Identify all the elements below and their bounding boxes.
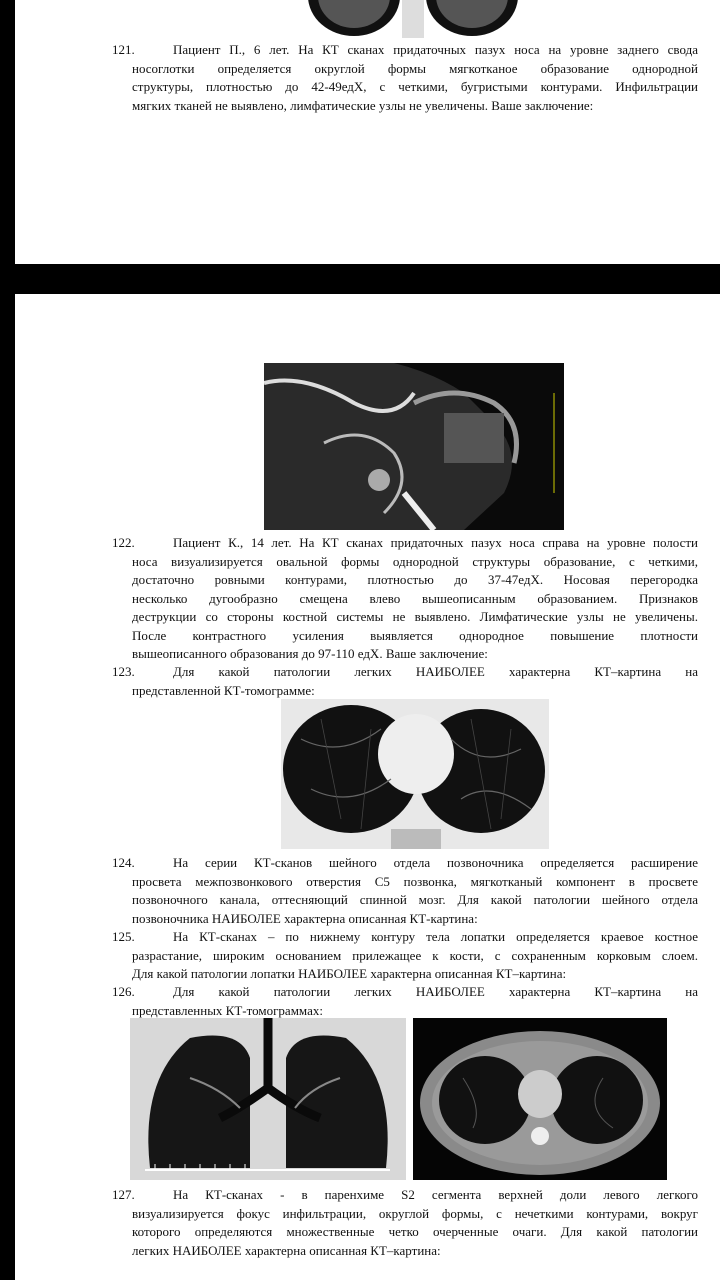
question-122-line: деструкции со стороны костной системы не выявлено. Лимфатические узлы не увеличены. (132, 609, 698, 624)
page-top (15, 0, 720, 264)
question-121-line: носоглотки определяется округлой формы мягкотканое образование однородной (132, 60, 698, 76)
question-125-number: 125. (112, 929, 135, 944)
question-121-line: мягких тканей не выявлено, лимфатические узлы не увеличены. Ваше заключение: (132, 97, 594, 113)
question-126-text (132, 983, 698, 1020)
question-122-line: носа визуализируется овальной формы однородной структуры образование, с четкими, (132, 553, 698, 569)
question-122-text (132, 534, 698, 664)
question-122-line: вышеописанного образования до 97-110 едХ. Ваше заключение: (132, 646, 488, 661)
question-127-line: визуализируется фокус инфильтрации, округлой формы, с нечеткими контурами, вокруг (132, 1205, 698, 1221)
page-separator (0, 264, 720, 294)
lung-ct-image-126-left (130, 1018, 406, 1180)
question-123-text (132, 663, 698, 700)
question-122-line: достаточно ровными контурами, плотностью до 37-47едХ. Носовая перегородка (132, 572, 698, 587)
question-122-number: 122. (112, 535, 135, 550)
question-124-line: На серии КТ-сканов шейного отдела позвоночника определяется расширение (173, 855, 698, 870)
question-123-line: представленной КТ-томограмме: (132, 682, 315, 698)
question-123-number: 123. (112, 664, 135, 679)
question-121-text (132, 41, 698, 115)
question-126-line: представленных КТ-томограммах: (132, 1002, 323, 1018)
question-127-text (132, 1186, 698, 1260)
question-124-line: просвета межпозвонкового отверстия С5 позвонка, мягкотканый компонент в просвете (132, 873, 698, 889)
question-125-text (132, 928, 698, 984)
question-121-line: структуры, плотностью до 42-49едХ, с четкими, бугристыми контурами. Инфильтрации (132, 79, 698, 94)
question-123-line: Для какой патологии легких НАИБОЛЕЕ характерна КТ–картина на (173, 664, 698, 679)
question-124-number: 124. (112, 855, 135, 870)
page-gap-left (0, 0, 15, 1280)
question-126-line: Для какой патологии легких НАИБОЛЕЕ характерна КТ–картина на (173, 984, 698, 999)
question-122-line: Пациент К., 14 лет. На КТ сканах придаточных пазух носа справа на уровне полости (173, 535, 698, 550)
question-125-line: На КТ-сканах – по нижнему контуру тела лопатки определяется краевое костное (173, 929, 698, 944)
question-121-line: Пациент П., 6 лет. На КТ сканах придаточных пазух носа на уровне заднего свода (173, 42, 698, 57)
question-125-line: Для какой патологии лопатки НАИБОЛЕЕ характерна описанная КТ–картина: (132, 966, 567, 981)
question-124-line: позвоночника НАИБОЛЕЕ характерна описанная КТ-картина: (132, 910, 478, 926)
question-127-line: легких НАИБОЛЕЕ характерна описанная КТ–картина: (132, 1242, 441, 1258)
question-125-line: разрастание, широким основанием прилежащее к кости, с сохраненным корковым слоем. (132, 947, 698, 963)
question-127-line: которого определяются множественные четко очерченные очаги. Для какой патологии (132, 1224, 698, 1239)
question-127-number: 127. (112, 1187, 135, 1202)
question-126-number: 126. (112, 984, 135, 999)
question-122-line: несколько дугообразно смещена влево вышеописанным образованием. Признаков (132, 590, 698, 606)
top-ct-fragment-image (302, 0, 530, 38)
sinus-ct-image (264, 363, 564, 530)
question-127-line: На КТ-сканах - в паренхиме S2 сегмента верхней доли левого легкого (173, 1187, 698, 1202)
lung-ct-image-126-right (413, 1018, 667, 1180)
question-121-number: 121. (112, 42, 135, 57)
lung-ct-image-123 (281, 699, 549, 849)
question-124-text (132, 854, 698, 928)
question-124-line: позвоночного канала, оттесняющий спинной мозг. Для какой патологии шейного отдела (132, 892, 698, 907)
question-122-line: После контрастного усиления выявляется однородное повышение плотности (132, 627, 698, 643)
